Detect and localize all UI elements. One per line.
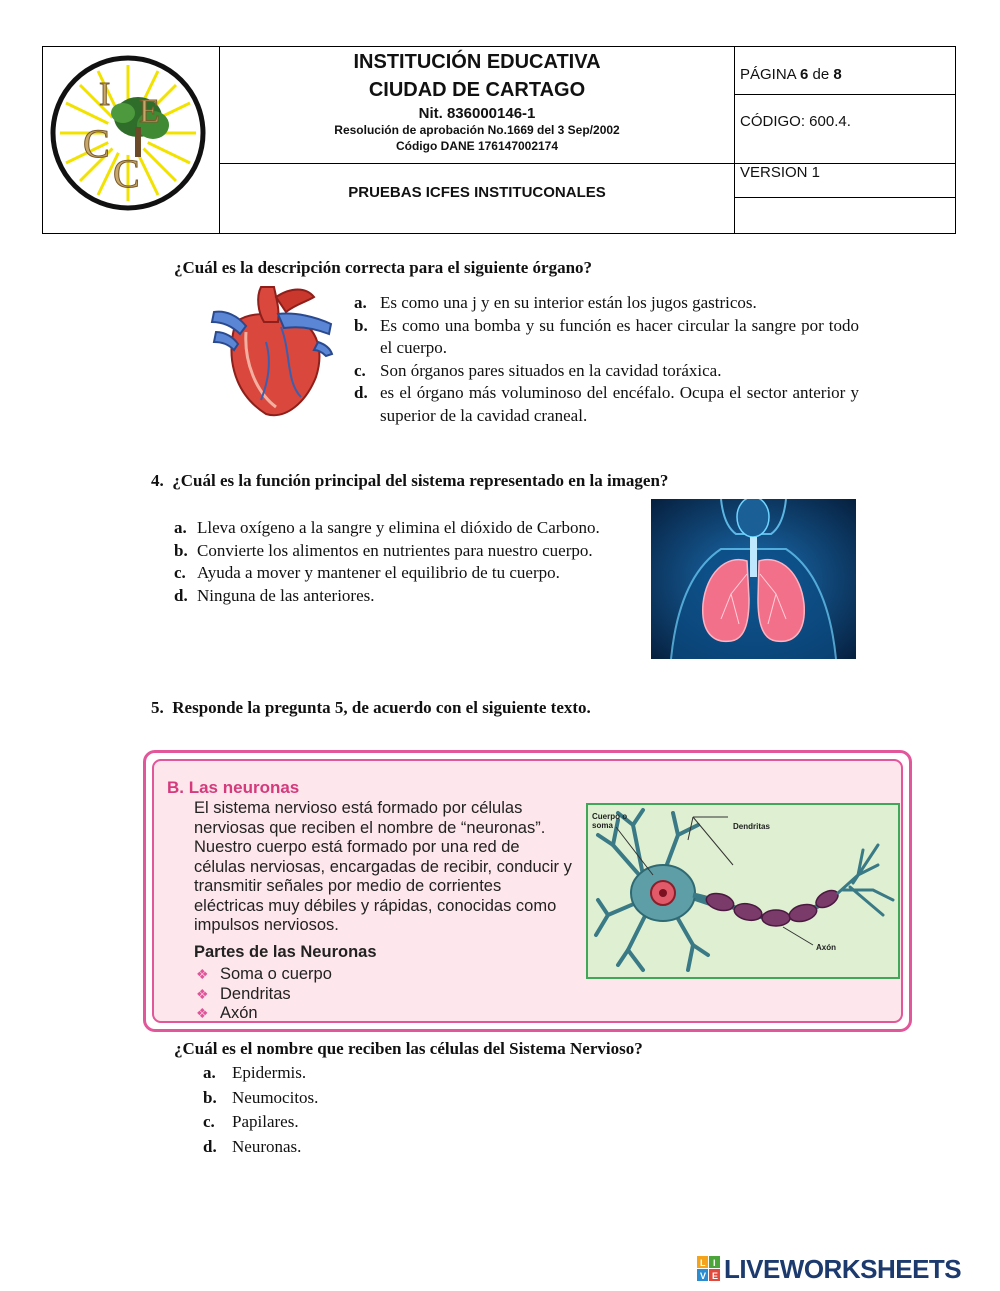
diagram-label-soma-1: Cuerpo o [592,812,628,821]
part-label: Soma o cuerpo [220,965,332,983]
badge-letter-i: I [713,1258,716,1268]
q5-instruction-line [151,698,591,718]
diagram-label-soma-2: soma [592,821,613,830]
q5-option-d[interactable] [203,1135,503,1160]
institution-name-line1: INSTITUCIÓN EDUCATIVA [353,51,601,73]
q4-option-d[interactable] [174,585,637,608]
page-of: de [812,66,830,83]
test-title: PRUEBAS ICFES INSTITUCONALES [348,184,606,201]
option-letter: c. [174,563,186,582]
reading-title: B. Las neuronas [167,778,300,797]
page-number [735,47,955,95]
school-logo [43,47,220,233]
institution-info [220,47,734,164]
q4-question-line [151,471,668,491]
logo-letter-c2: C [113,151,140,196]
institution-dane-code: Código DANE 176147002174 [395,139,559,153]
option-text: Papilares. [232,1112,299,1131]
neuron-parts-title: Partes de las Neuronas [194,943,377,961]
list-item [196,985,332,1005]
option-text: es el órgano más voluminoso del encéfalo. Ocupa el sector anterior y superior de la cavidad craneal. [380,383,859,425]
q4-option-c[interactable] [174,562,637,585]
option-letter: b. [174,540,188,560]
option-letter: b. [354,315,368,335]
q3-option-a[interactable] [354,292,859,315]
reading-text: El sistema nervioso está formado por células nerviosas que reciben el nombre de “neuronas”. Nuestro cuerpo está formado por una red de células nerviosas, encargadas de recibir, conducir y transmitir señales por medio de corrientes eléctricas muy débiles y rápidas, conocidas como impulsos nerviosos. [194,799,572,934]
option-text: Ayuda a mover y mantener el equilibrio de tu cuerpo. [197,563,560,582]
document-meta-cell [735,47,955,233]
liveworksheets-brand [697,1254,961,1284]
option-letter: c. [203,1112,215,1131]
option-text: Neuronas. [232,1136,302,1156]
q3-option-d[interactable] [354,382,859,427]
q3-options [354,292,859,427]
heart-illustration-icon [206,282,336,422]
option-letter: a. [174,518,187,537]
q3-question: ¿Cuál es la descripción correcta para el siguiente órgano? [174,258,593,277]
neuron-parts-list [196,965,332,1024]
q5-option-b[interactable] [203,1086,503,1111]
lungs-illustration-icon [651,499,856,659]
q4-option-a[interactable] [174,517,637,540]
test-title-cell [220,164,734,233]
option-letter: d. [203,1136,217,1156]
q5-option-c[interactable] [203,1110,503,1135]
option-text: Neumocitos. [232,1087,319,1107]
logo-letter-e: E [139,93,160,130]
option-letter: a. [354,293,367,312]
institution-resolution: Resolución de aprobación No.1669 del 3 Sep/2002 [334,123,620,137]
logo-letter-c1: C [83,121,110,166]
option-text: Convierte los alimentos en nutrientes para nuestro cuerpo. [197,540,593,560]
q4-options [174,517,637,607]
page-total: 8 [833,66,842,83]
q3-option-b[interactable] [354,315,859,360]
q4-number: 4. [151,471,164,490]
option-text: Es como una j y en su interior están los jugos gastricos. [380,293,757,312]
option-text: Epidermis. [232,1063,307,1082]
option-letter: a. [203,1063,216,1082]
neurons-reading-box [143,750,912,1032]
q4-question: ¿Cuál es la función principal del sistema representado en la imagen? [172,471,669,490]
list-item [196,1004,332,1024]
institution-cell [220,47,735,233]
option-text: Son órganos pares situados en la cavidad toráxica. [380,360,722,380]
liveworksheets-wordmark: LIVEWORKSHEETS [724,1253,962,1284]
page-prefix: PÁGINA [740,66,796,83]
neuron-illustration-icon [588,805,898,977]
institution-nit: Nit. 836000146-1 [418,105,536,122]
option-text: Lleva oxígeno a la sangre y elimina el dióxido de Carbono. [197,518,600,537]
diamond-bullet-icon: ❖ [196,966,209,982]
option-letter: b. [203,1087,217,1107]
liveworksheets-badge-icon [697,1256,721,1282]
q5-instruction: Responde la pregunta 5, de acuerdo con el siguiente texto. [172,698,591,717]
option-text: Ninguna de las anteriores. [197,585,375,605]
diagram-label-axon: Axón [816,943,836,952]
diamond-bullet-icon: ❖ [196,985,209,1002]
institution-name-line2: CIUDAD DE CARTAGO [368,79,586,101]
q5-option-a[interactable] [203,1061,503,1086]
document-version: VERSION 1 [735,164,955,198]
badge-letter-l: L [700,1258,706,1268]
option-letter: d. [354,383,368,402]
page-current: 6 [800,66,809,83]
neuron-diagram [586,803,900,979]
diamond-bullet-icon: ❖ [196,1005,209,1021]
option-letter: c. [354,360,366,380]
q3-option-c[interactable] [354,360,859,383]
logo-letter-i: I [99,76,111,113]
part-label: Dendritas [220,984,291,1003]
document-header [42,46,956,234]
option-letter: d. [174,585,188,605]
badge-letter-v: V [700,1271,707,1281]
q5-number: 5. [151,698,164,717]
neurons-reading-inner [152,759,903,1023]
logo-cell [43,47,220,233]
list-item [196,965,332,985]
q4-option-b[interactable] [174,540,637,563]
q5-options [203,1061,503,1159]
q5-question: ¿Cuál es el nombre que reciben las células del Sistema Nervioso? [174,1039,643,1058]
diagram-label-dendrites: Dendritas [733,822,770,831]
part-label: Axón [220,1004,258,1022]
empty-meta-cell [735,198,955,233]
option-text: Es como una bomba y su función es hacer circular la sangre por todo el cuerpo. [380,315,859,357]
badge-letter-e: E [712,1271,719,1281]
document-code: CÓDIGO: 600.4. [735,95,955,164]
